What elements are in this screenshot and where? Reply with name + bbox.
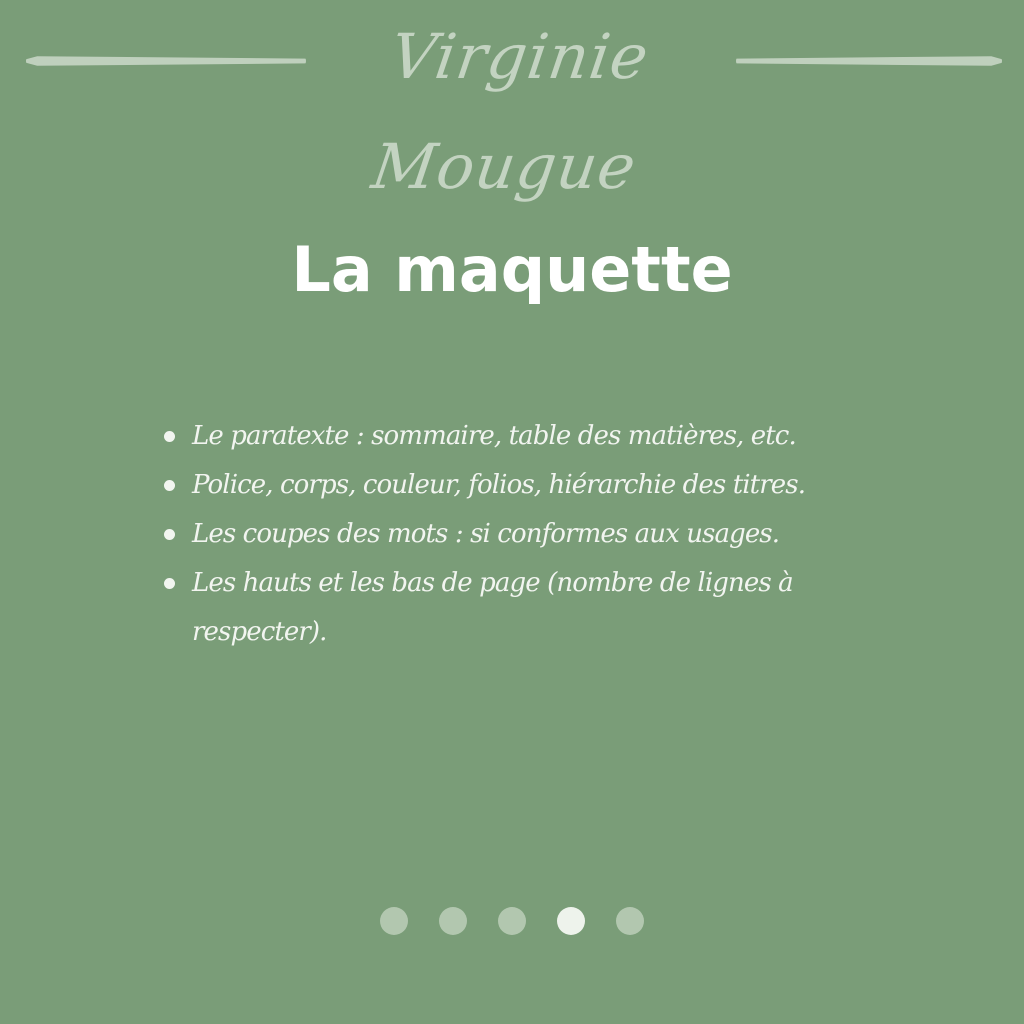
list-item [160, 412, 880, 461]
bullet-icon [164, 431, 175, 442]
author-signature: Virginie Mougue [367, 20, 654, 203]
pagination-dot-5[interactable] [616, 907, 644, 935]
bullet-icon [164, 480, 175, 491]
list-item [160, 461, 880, 510]
bullet-list-container [160, 412, 880, 657]
list-item-text: Le paratexte : sommaire, table des matières, etc. [192, 421, 796, 451]
bullet-icon [164, 578, 175, 589]
list-item-text: Les coupes des mots : si conformes aux usages. [192, 519, 780, 549]
list-item-text: Police, corps, couleur, folios, hiérarchie des titres. [192, 470, 806, 500]
pagination-dot-1[interactable] [380, 907, 408, 935]
bullet-icon [164, 529, 175, 540]
header [0, 0, 1024, 203]
pagination-dot-2[interactable] [439, 907, 467, 935]
pagination-dot-3[interactable] [498, 907, 526, 935]
list-item [160, 559, 880, 657]
list-item [160, 510, 880, 559]
carousel-pagination [380, 907, 650, 937]
decorative-brush-line-right [736, 55, 1002, 67]
bullet-list [160, 412, 880, 657]
pagination-dot-4[interactable] [557, 907, 585, 935]
list-item-text: Les hauts et les bas de page (nombre de lignes à respecter). [192, 568, 793, 647]
decorative-brush-line-left [26, 55, 306, 67]
page-title: La maquette [291, 232, 733, 306]
